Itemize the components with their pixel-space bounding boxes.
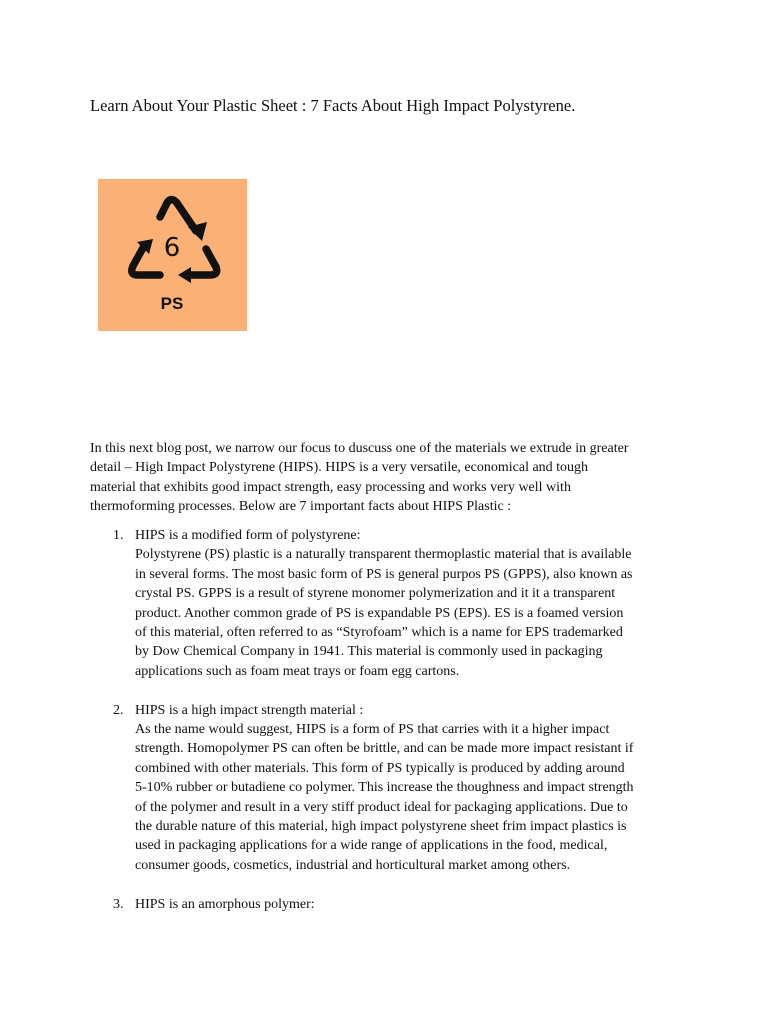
- fact-item: [0, 895, 768, 914]
- intro-line: detail – High Impact Polystyrene (HIPS). HIPS is a very versatile, economical and tough: [90, 460, 589, 476]
- fact-heading: HIPS is a high impact strength material :: [135, 702, 364, 718]
- fact-number: 1.: [113, 528, 124, 543]
- fact-line: the durable nature of this material, high impact polystyrene sheet frim impact plastics is: [135, 819, 627, 835]
- fact-heading: HIPS is an amorphous polymer:: [135, 896, 315, 912]
- fact-body: [135, 545, 768, 681]
- fact-line: used in packaging applications for a wide range of applications in the food, medical,: [135, 838, 608, 854]
- fact-line: applications such as foam meat trays or foam egg cartons.: [135, 663, 460, 679]
- fact-body: [135, 720, 768, 875]
- recycling-triangle-icon: [98, 179, 247, 331]
- fact-line: Polystyrene (PS) plastic is a naturally transparent thermoplastic material that is available: [135, 547, 632, 563]
- fact-line: As the name would suggest, HIPS is a form of PS that carries with it a higher impact: [135, 722, 610, 738]
- resin-code: PS: [160, 294, 184, 313]
- ps-recycling-logo: [98, 179, 247, 331]
- intro-line: thermoforming processes. Below are 7 important facts about HIPS Plastic :: [90, 499, 512, 515]
- fact-item: [0, 701, 768, 876]
- intro-line: In this next blog post, we narrow our focus to duscuss one of the materials we extrude in greater: [90, 441, 629, 456]
- intro-paragraph: [90, 439, 690, 517]
- fact-line: combined with other materials. This form of PS typically is produced by adding around: [135, 760, 625, 776]
- fact-heading: HIPS is a modified form of polystyrene:: [135, 528, 361, 543]
- fact-number: 3.: [113, 896, 124, 912]
- fact-line: 5-10% rubber or butadiene co polymer. This increase the thoughness and impact strength: [135, 780, 634, 796]
- document-title: Learn About Your Plastic Sheet : 7 Facts About High Impact Polystyrene.: [90, 96, 576, 115]
- fact-line: in several forms. The most basic form of PS is general purpos PS (GPPS), also known as: [135, 566, 633, 582]
- intro-line: material that exhibits good impact strength, easy processing and works very well with: [90, 479, 571, 495]
- fact-line: of the polymer and result in a very stiff product ideal for packaging applications. Due to: [135, 799, 628, 815]
- fact-line: strength. Homopolymer PS can often be brittle, and can be made more impact resistant if: [135, 741, 634, 757]
- facts-list: [0, 526, 768, 933]
- fact-number: 2.: [113, 702, 124, 718]
- fact-line: consumer goods, cosmetics, industrial and horticultural market among others.: [135, 857, 571, 873]
- resin-number: 6: [163, 233, 181, 263]
- fact-item: [0, 526, 768, 681]
- fact-line: by Dow Chemical Company in 1941. This material is commonly used in packaging: [135, 644, 603, 660]
- fact-line: crystal PS. GPPS is a result of styrene monomer polymerization and it it a transparent: [135, 586, 616, 602]
- fact-line: product. Another common grade of PS is expandable PS (EPS). ES is a foamed version: [135, 605, 624, 621]
- fact-line: of this material, often referred to as “Styrofoam” which is a name for EPS trademarked: [135, 625, 623, 641]
